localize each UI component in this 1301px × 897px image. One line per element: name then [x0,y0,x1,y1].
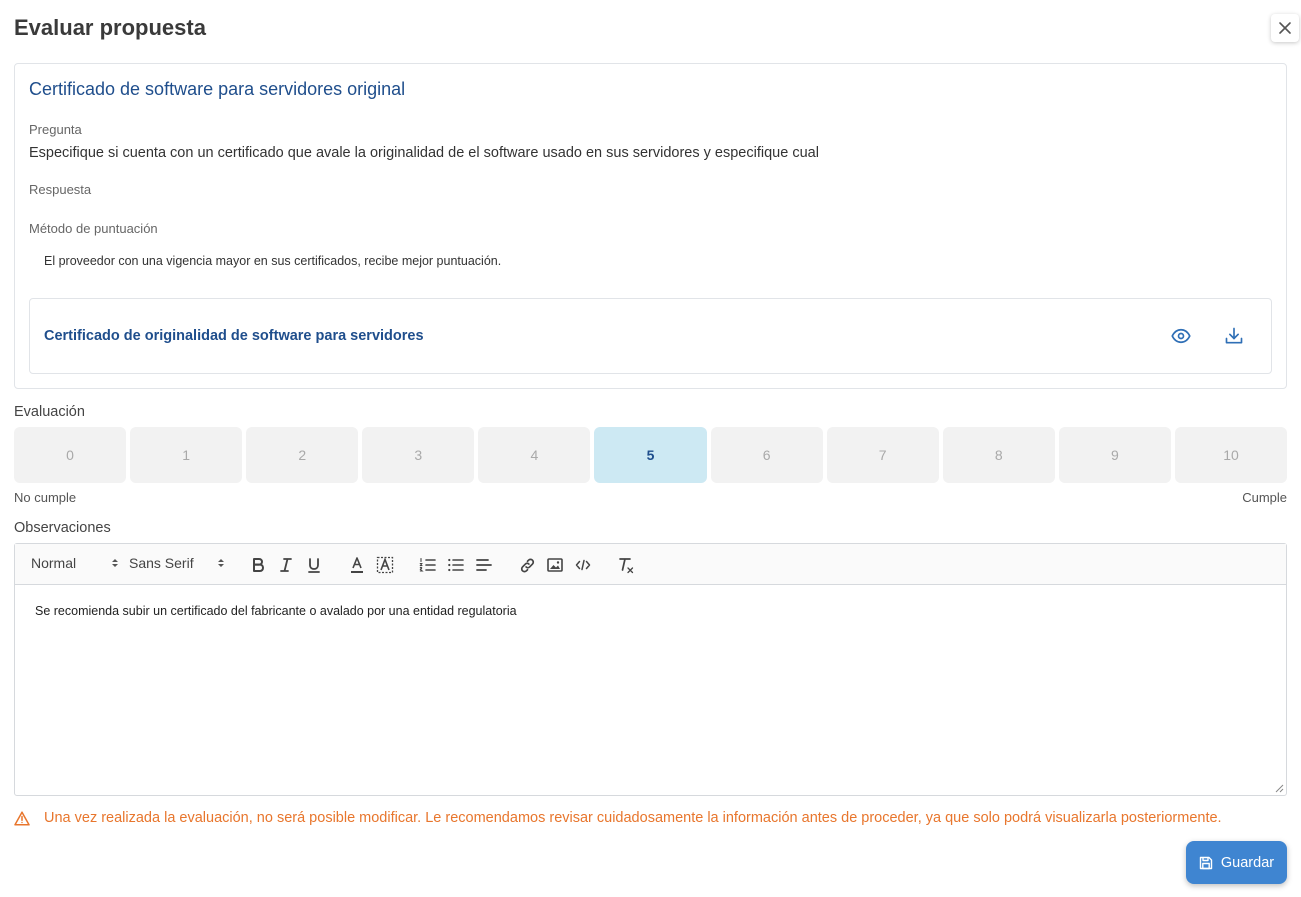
clear-format-button[interactable] [615,554,637,576]
image-icon [547,558,563,572]
align-button[interactable] [473,554,495,576]
observations-label: Observaciones [14,520,111,536]
method-label: Método de puntuación [29,221,158,236]
link-button[interactable] [516,554,538,576]
question-text: Especifique si cuenta con un certificado que avale la originalidad de el software usado en sus servidores y especifique cual [29,145,819,161]
background-color-icon [376,556,394,574]
select-arrows-icon [111,557,119,569]
modal-title: Evaluar propuesta [14,15,206,40]
question-title: Certificado de software para servidores original [29,79,406,99]
clear-format-icon [617,556,635,574]
document-name: Certificado de originalidad de software para servidores [44,328,424,344]
italic-button[interactable] [275,554,297,576]
observations-editor [14,543,1287,796]
score-option-3[interactable]: 3 [362,427,474,483]
align-left-icon [475,557,493,573]
underline-button[interactable] [303,554,325,576]
link-icon [519,557,536,574]
question-label: Pregunta [29,122,82,137]
score-option-4[interactable]: 4 [478,427,590,483]
evaluation-label: Evaluación [14,404,85,420]
code-button[interactable] [572,554,594,576]
editor-toolbar [15,544,1286,585]
header-select[interactable] [31,555,119,571]
scale-max-label: Cumple [1242,490,1287,505]
underline-icon [307,557,321,573]
method-text: El proveedor con una vigencia mayor en sus certificados, recibe mejor puntuación. [44,254,502,268]
score-option-0[interactable]: 0 [14,427,126,483]
scale-min-label: No cumple [14,490,77,505]
ordered-list-icon [419,557,437,573]
header-select-value: Normal [31,555,77,571]
score-option-8[interactable]: 8 [943,427,1055,483]
score-option-9[interactable]: 9 [1059,427,1171,483]
score-option-6[interactable]: 6 [711,427,823,483]
save-button-label: Guardar [1220,854,1275,871]
select-arrows-icon [217,557,225,569]
text-color-button[interactable] [346,554,368,576]
font-select-value: Sans Serif [129,555,194,571]
bold-icon [251,557,265,573]
image-button[interactable] [544,554,566,576]
score-option-5[interactable]: 5 [594,427,706,483]
warning-text: Una vez realizada la evaluación, no será posible modificar. Le recomendamos revisar cuidadosamente la información antes de proceder, ya que solo podrá visualizarla posteriormente. [44,810,1222,826]
bullet-list-icon [447,557,465,573]
score-option-10[interactable]: 10 [1175,427,1287,483]
close-icon [1278,21,1292,35]
view-document-button[interactable] [1170,325,1192,347]
download-icon [1224,326,1244,346]
score-option-2[interactable]: 2 [246,427,358,483]
ordered-list-button[interactable] [417,554,439,576]
warning-icon [14,811,30,826]
font-select[interactable] [129,555,225,571]
score-option-1[interactable]: 1 [130,427,242,483]
document-row [29,298,1272,374]
eye-icon [1171,326,1191,346]
bullet-list-button[interactable] [445,554,467,576]
observations-text-area[interactable]: Se recomienda subir un certificado del fabricante o avalado por una entidad regulatoria [35,604,517,618]
resize-handle-icon[interactable] [1275,784,1284,793]
warning-message [14,810,1222,826]
download-document-button[interactable] [1223,325,1245,347]
text-color-icon [349,556,365,574]
answer-label: Respuesta [29,182,92,197]
score-scale [14,427,1287,483]
bold-button[interactable] [247,554,269,576]
save-button[interactable] [1186,841,1287,884]
save-icon [1199,856,1213,870]
close-button[interactable] [1271,14,1299,42]
italic-icon [279,557,293,573]
score-option-7[interactable]: 7 [827,427,939,483]
code-icon [575,558,591,572]
background-color-button[interactable] [374,554,396,576]
question-card [14,63,1287,389]
